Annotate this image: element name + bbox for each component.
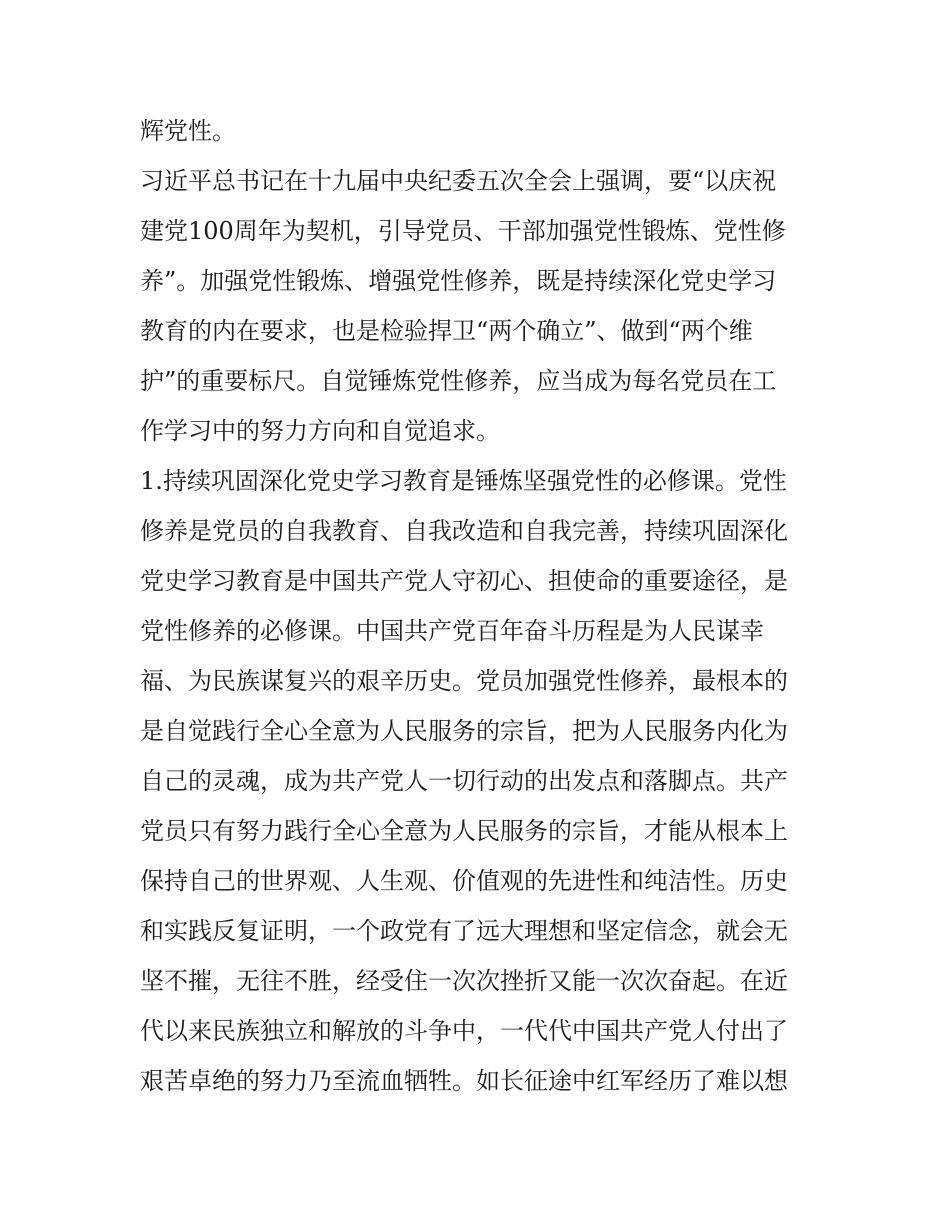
text-line: 作学习中的努力方向和自觉追求。 (140, 417, 500, 445)
text-line: 党史学习教育是中国共产党人守初心、担使命的重要途径，是 (140, 567, 788, 595)
text-line: 自己的灵魂，成为共产党人一切行动的出发点和落脚点。共产 (140, 767, 788, 795)
text-line: 是自觉践行全心全意为人民服务的宗旨，把为人民服务内化为 (140, 717, 788, 745)
text-line: 艰苦卓绝的努力乃至流血牺牲。如长征途中红军经历了难以想 (140, 1067, 788, 1095)
text-line: 护”的重要标尺。自觉锤炼党性修养，应当成为每名党员在工 (140, 367, 777, 395)
text-line: 习近平总书记在十九届中央纪委五次全会上强调，要“以庆祝 (140, 167, 777, 195)
text-line: 和实践反复证明，一个政党有了远大理想和坚定信念，就会无 (140, 917, 788, 945)
text-line: 党性修养的必修课。中国共产党百年奋斗历程是为人民谋幸 (140, 617, 764, 645)
text-line: 养”。加强党性锻炼、增强党性修养，既是持续深化党史学习 (140, 267, 777, 295)
text-line: 福、为民族谋复兴的艰辛历史。党员加强党性修养，最根本的 (140, 667, 788, 695)
document-body (140, 106, 820, 1106)
text-line: 辉党性。 (140, 117, 236, 145)
text-line: 代以来民族独立和解放的斗争中，一代代中国共产党人付出了 (140, 1017, 788, 1045)
text-line: 修养是党员的自我教育、自我改造和自我完善，持续巩固深化 (140, 517, 788, 545)
text-line: 坚不摧，无往不胜，经受住一次次挫折又能一次次奋起。在近 (140, 967, 788, 995)
text-line: 教育的内在要求，也是检验捍卫“两个确立”、做到“两个维 (140, 317, 753, 345)
text-line: 党员只有努力践行全心全意为人民服务的宗旨，才能从根本上 (140, 817, 788, 845)
section-heading-line: 1.持续巩固深化党史学习教育是锤炼坚强党性的必修课。党性 (140, 467, 787, 495)
text-line: 保持自己的世界观、人生观、价值观的先进性和纯洁性。历史 (140, 867, 788, 895)
text-line: 建党100周年为契机，引导党员、干部加强党性锻炼、党性修 (140, 217, 786, 245)
